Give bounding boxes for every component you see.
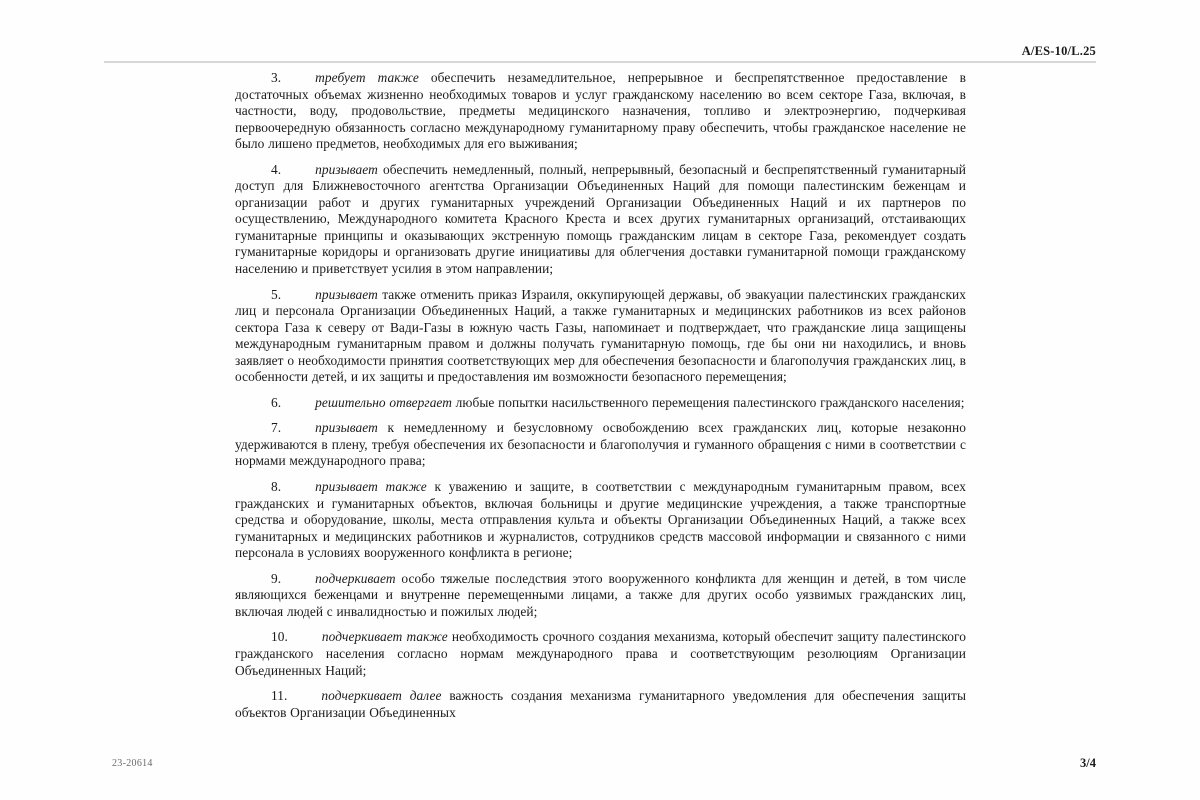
paragraph-number: 7.	[271, 420, 282, 436]
paragraph-lead-verb: призывает также	[315, 479, 427, 495]
document-body	[235, 70, 966, 730]
paragraph-lead-verb: решительно отвергает	[315, 394, 452, 410]
paragraph-text: к уважению и защите, в соответствии с международным гуманитарным правом, всех гражданских и гуманитарных объектов, включая больницы и другие медицинские учреждения, а также транспортные средства и оборудование, школы, места отправления культа и объекты Организации Объединенных Наций, а также всех гуманитарных и медицинских работников и журналистов, сотрудников средств массовой информации и связанного с ними персонала в условиях вооруженного конфликта в регионе;	[235, 479, 966, 561]
paragraph-text: обеспечить незамедлительное, непрерывное и беспрепятственное предоставление в достаточных объемах жизненно необходимых товаров и услуг гражданскому населению во всем секторе Газа, включая, в частности, воду, продовольствие, предметы медицинского назначения, топливо и электроэнергию, подчеркивая первоочередную обязанность согласно международному гуманитарному праву обеспечить, чтобы гражданское население не было лишено предметов, необходимых для его выживания;	[235, 70, 966, 152]
operative-paragraph	[235, 420, 966, 470]
running-header	[104, 40, 1096, 62]
operative-paragraph	[235, 688, 966, 721]
paragraph-text: обеспечить немедленный, полный, непрерывный, безопасный и беспрепятственный гуманитарный доступ для Ближневосточного агентства Организации Объединенных Наций для помощи палестинским беженцам и организации работ и других гуманитарных учреждений Организации Объединенных Наций и их партнеров по осуществлению, Международного комитета Красного Креста и всех других гуманитарных организаций, отстаивающих гуманитарные принципы и оказывающих экстренную помощь гражданским лицам в секторе Газа, рекомендует создать гуманитарные коридоры и организовать другие инициативы для облегчения доставки гуманитарной помощи гражданскому населению и приветствует усилия в этом направлении;	[235, 161, 966, 277]
page-footer	[104, 758, 1096, 776]
paragraph-text: важность создания механизма гуманитарного уведомления для обеспечения защиты объектов Организации Объединенных	[235, 688, 966, 720]
paragraph-lead-verb: подчеркивает	[315, 570, 396, 586]
operative-paragraph	[235, 70, 966, 153]
operative-paragraph	[235, 629, 966, 679]
operative-paragraph	[235, 162, 966, 278]
paragraph-lead-verb: подчеркивает далее	[321, 688, 442, 704]
paragraph-number: 3.	[271, 70, 282, 85]
document-symbol: A/ES-10/L.25	[1021, 44, 1096, 58]
job-number: 23-20614	[112, 758, 153, 769]
operative-paragraph	[235, 571, 966, 621]
operative-paragraph	[235, 395, 966, 412]
operative-paragraph	[235, 479, 966, 562]
paragraph-lead-verb: призывает	[315, 420, 378, 436]
paragraph-number: 9.	[271, 570, 282, 586]
paragraph-number: 5.	[271, 286, 282, 302]
paragraph-lead-verb: подчеркивает также	[321, 629, 448, 645]
paragraph-text: также отменить приказ Израиля, оккупирующей державы, об эвакуации палестинских гражданских лиц и персонала Организации Объединенных Наций, а также гуманитарных и медицинских работников из всех районов сектора Газа к северу от Вади-Газы в южную часть Газы, напоминает и подтверждает, что гражданские лица защищены международным гуманитарным правом и должны получать гуманитарную помощь, где бы они ни находились, и вновь заявляет о необходимости принятия соответствующих мер для обеспечения безопасности и благополучия гражданских лиц, в особенности детей, и их защиты и предоставления им возможности безопасного перемещения;	[235, 286, 966, 385]
paragraph-number: 11.	[271, 688, 288, 704]
paragraph-number: 4.	[271, 161, 282, 177]
header-rule	[104, 61, 1096, 63]
paragraph-text: к немедленному и безусловному освобождению всех гражданских лиц, которые незаконно удерживаются в плену, требуя обеспечения их безопасности и благополучия и гуманного обращения с ними в соответствии с нормами международного права;	[235, 420, 966, 469]
paragraph-lead-verb: призывает	[315, 161, 378, 177]
operative-paragraph	[235, 287, 966, 386]
paragraph-number: 6.	[271, 394, 282, 410]
paragraph-text: необходимость срочного создания механизма, который обеспечит защиту палестинского гражданского населения согласно нормам международного права и соответствующим резолюциям Организации Объединенных Наций;	[235, 629, 967, 678]
page-number: 3/4	[1080, 756, 1096, 770]
paragraph-number: 8.	[271, 479, 282, 495]
paragraph-text: особо тяжелые последствия этого вооруженного конфликта для женщин и детей, в том числе являющихся беженцами и внутренне перемещенными лицами, а также для других особо уязвимых гражданских лиц, включая людей с инвалидностью и пожилых людей;	[235, 570, 966, 619]
paragraph-text: любые попытки насильственного перемещения палестинского гражданского населения;	[451, 394, 965, 410]
paragraph-lead-verb: требует также	[315, 70, 419, 85]
paragraph-lead-verb: призывает	[315, 286, 378, 302]
paragraph-number: 10.	[271, 629, 288, 645]
